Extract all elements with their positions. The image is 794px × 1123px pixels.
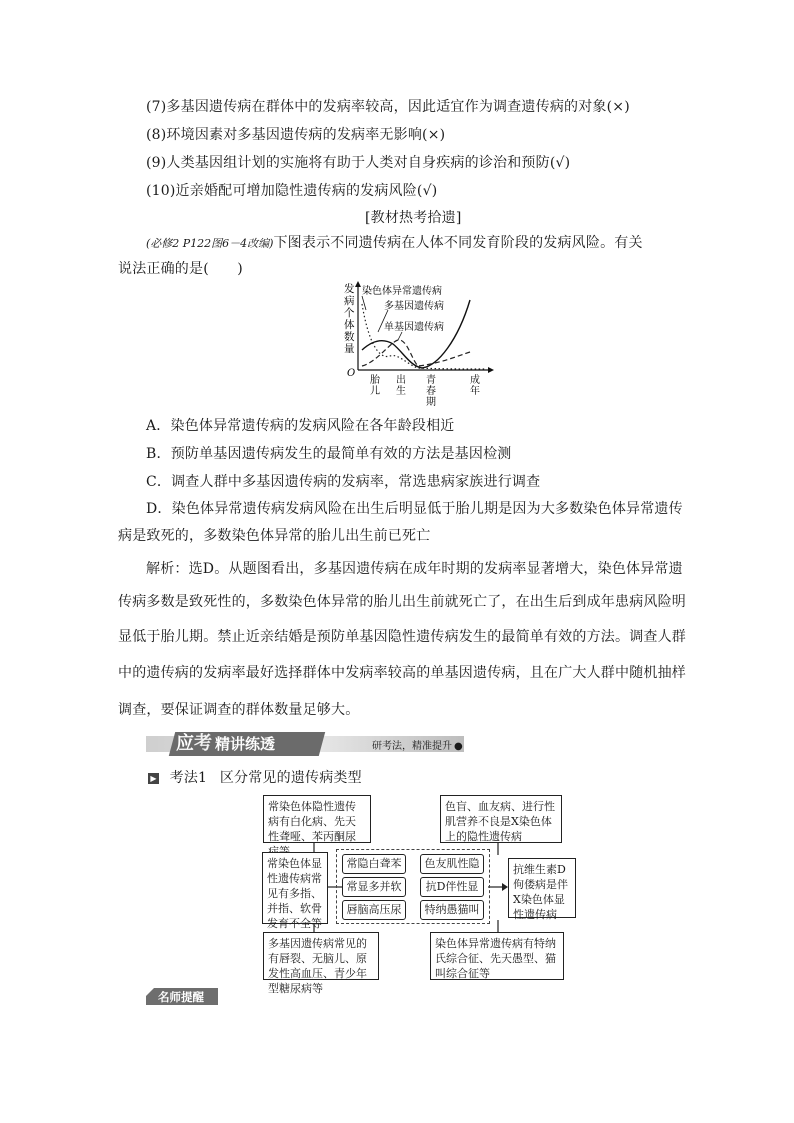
banner-right-text: 研考法，精准提升 bbox=[372, 741, 452, 752]
mnemonic-4: 抗D伴性显 bbox=[420, 877, 484, 897]
legend-monogenic: 单基因遗传病 bbox=[384, 322, 444, 333]
question-stem-text: 下图表示不同遗传病在人体不同发育阶段的发病风险。有关 bbox=[273, 235, 643, 251]
method-heading bbox=[148, 767, 362, 787]
option-c: C．调查人群中多基因遗传病的发病率，常选患病家族进行调查 bbox=[146, 474, 541, 490]
x-tick-label-0: 胎儿 bbox=[370, 375, 380, 397]
judgment-item-10: (10)近亲婚配可增加隐性遗传病的发病风险(√) bbox=[146, 183, 438, 199]
legend-chromosome: 染色体异常遗传病 bbox=[362, 286, 442, 297]
x-tick-label-2: 青春期 bbox=[426, 375, 436, 408]
box-autosomal-recessive: 常染色体隐性遗传病有白化病、先天性聋哑、苯丙酮尿 bbox=[263, 795, 371, 843]
risk-chart bbox=[338, 280, 498, 410]
mnemonic-6: 特纳愚猫叫 bbox=[420, 900, 484, 920]
box-x-dominant: 抗维生素D佝偻病是伴X染色体显性遗传病 bbox=[508, 858, 576, 918]
banner-dot-icon: ● bbox=[454, 741, 463, 752]
analysis-line1: 解析：选D。从题图看出，多基因遗传病在成年时期的发病率显著增大，染色体异常遗 bbox=[146, 561, 683, 577]
y-axis-label bbox=[344, 282, 355, 355]
judgment-item-9: (9)人类基因组计划的实施将有助于人类对自身疾病的诊治和预防(√) bbox=[146, 155, 571, 171]
judgment-item-8: (8)环境因素对多基因遗传病的发病率无影响(×) bbox=[146, 127, 446, 143]
box-autosomal-dominant: 常染色体显性遗传病常见有多指、并指、软骨发育不全等 bbox=[262, 852, 328, 924]
reminder-label: 名师提醒 bbox=[158, 990, 204, 1004]
section-banner bbox=[146, 732, 464, 756]
mnemonic-5: 唇脑高压尿 bbox=[342, 900, 406, 920]
analysis-line5: 调查，要保证调查的群体数量足够大。 bbox=[118, 702, 360, 718]
option-d-line1: D．染色体异常遗传病发病风险在出生后明显低于胎儿期是因为大多数染色体异常遗传 bbox=[146, 501, 683, 517]
origin-label: O bbox=[347, 368, 356, 379]
mnemonic-3: 常显多并软 bbox=[342, 877, 406, 897]
y-axis-arrow bbox=[355, 281, 361, 287]
box-chromosomal: 染色体异常遗传病有特纳氏综合征、先天愚型、猫叫综合征等 bbox=[430, 932, 564, 980]
section-title: [教材热考拾遗] bbox=[365, 210, 462, 226]
method-title: 区分常见的遗传病类型 bbox=[219, 770, 362, 786]
series-chromosome-curve bbox=[362, 304, 486, 369]
legend-polygenic: 多基因遗传病 bbox=[384, 301, 444, 312]
option-a: A．染色体异常遗传病的发病风险在各年龄段相近 bbox=[146, 418, 455, 434]
mnemonic-1: 常隐白聋苯 bbox=[342, 854, 406, 874]
question-stem-line1 bbox=[146, 232, 643, 252]
analysis-line2: 传病多数是致死性的，多数染色体异常的胎儿出生前就死亡了，在出生后到成年患病风险明 bbox=[118, 594, 686, 610]
analysis-line4: 中的遗传病的发病率最好选择群体中发病率较高的单基因遗传病，且在广大人群中随机抽样 bbox=[118, 665, 686, 681]
x-tick-label-3: 成年 bbox=[470, 375, 480, 397]
x-tick-labels bbox=[370, 373, 480, 408]
mnemonic-2: 色友肌性隐 bbox=[420, 854, 484, 874]
banner-big1: 应 bbox=[176, 733, 194, 754]
play-icon: ▶ bbox=[148, 773, 159, 784]
option-b: B．预防单基因遗传病发生的最简单有效的方法是基因检测 bbox=[146, 446, 512, 462]
banner-rest: 精讲练透 bbox=[215, 735, 276, 753]
x-tick-label-1: 出生 bbox=[396, 375, 406, 397]
banner-big2: 考 bbox=[194, 733, 212, 754]
series-monogenic-curve bbox=[362, 340, 470, 366]
y-axis-label-text: 发病个体数量 bbox=[344, 283, 355, 355]
reminder-tag bbox=[146, 988, 218, 1005]
question-stem-line2: 说法正确的是( ) bbox=[118, 261, 243, 277]
x-axis-arrow bbox=[488, 367, 494, 373]
box-polygenic: 多基因遗传病常见的有唇裂、无脑儿、原发性高血压、青少年型糖尿病等 bbox=[263, 932, 379, 980]
analysis-line3: 显低于胎儿期。禁止近亲结婚是预防单基因隐性遗传病发生的最简单有效的方法。调查人群 bbox=[118, 629, 686, 645]
option-d-line2: 病是致死的，多数染色体异常的胎儿出生前已死亡 bbox=[118, 528, 431, 544]
judgment-item-7: (7)多基因遗传病在群体中的发病率较高，因此适宜作为调查遗传病的对象(×) bbox=[146, 99, 630, 115]
method-label: 考法1 bbox=[169, 770, 208, 786]
box-x-recessive: 色盲、血友病、进行性肌营养不良是X染色体上的隐性遗传病 bbox=[440, 795, 562, 843]
question-source: (必修2 P122图6－4改编) bbox=[146, 237, 274, 250]
